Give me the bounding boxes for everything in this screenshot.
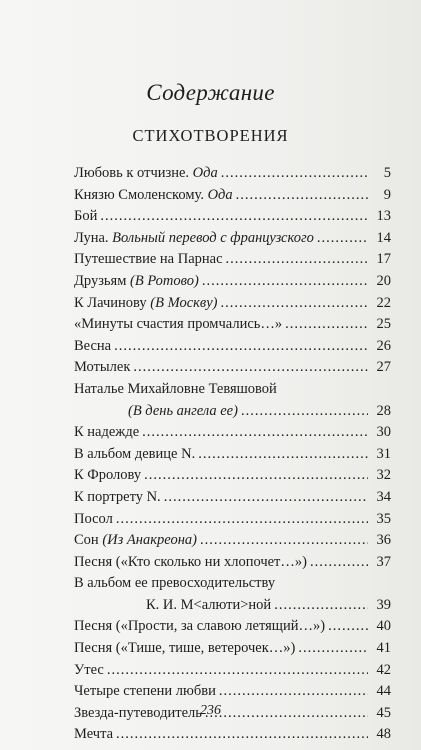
toc-entry-heading[interactable]: В альбом ее превосходительству xyxy=(74,575,276,592)
toc-entry[interactable]: К Фролову ..... 32 xyxy=(74,465,391,487)
toc-entry[interactable]: Песня («Кто сколько ни хлопочет…») ..... 37 xyxy=(74,552,391,574)
page-number: 45 xyxy=(376,704,391,721)
page-number: 31 xyxy=(376,445,391,462)
toc-entry[interactable]: Песня («Прости, за славою летящий…») ..... 40 xyxy=(74,616,391,638)
page-number: 36 xyxy=(376,532,391,549)
dot-leader xyxy=(310,552,368,574)
toc-entry[interactable]: Звезда-путеводитель ..... 45 xyxy=(74,703,391,725)
toc-entry[interactable]: Луна. Вольный перевод с французского ..... 14 xyxy=(74,228,391,250)
toc-entry[interactable]: Четыре степени любви ..... 44 xyxy=(74,681,391,703)
dot-leader xyxy=(274,595,368,617)
toc-entry[interactable]: Утес ..... 42 xyxy=(74,660,391,682)
toc-entry[interactable]: Любовь к отчизне. Ода ..... 5 xyxy=(74,163,391,185)
toc-entry[interactable]: Сон (Из Анакреона) ..... 36 xyxy=(74,530,391,552)
folio-page-number: 236 xyxy=(200,703,221,718)
page-number: 9 xyxy=(383,186,391,203)
page-number: 44 xyxy=(376,683,391,700)
page-number: 26 xyxy=(376,337,391,354)
dot-leader xyxy=(202,271,368,293)
dot-leader xyxy=(317,228,368,250)
toc-entry[interactable]: Весна ..... 26 xyxy=(74,336,391,358)
page-number: 35 xyxy=(376,510,391,527)
toc-entry[interactable]: В альбом девице N. ..... 31 xyxy=(74,444,391,466)
page-number: 32 xyxy=(376,467,391,484)
toc-entry[interactable]: К надежде ..... 30 xyxy=(74,422,391,444)
toc-entry[interactable]: Путешествие на Парнас ..... 17 xyxy=(74,249,391,271)
page-number: 39 xyxy=(376,596,391,613)
toc-entry[interactable]: Мечта ..... 48 xyxy=(74,724,391,746)
page-number: 37 xyxy=(376,553,391,570)
dot-leader xyxy=(198,444,368,466)
dot-leader xyxy=(226,249,368,271)
dot-leader xyxy=(144,465,368,487)
dot-leader xyxy=(236,185,368,207)
toc-entry[interactable]: Бой ..... 13 xyxy=(74,206,391,228)
page-number: 28 xyxy=(376,402,391,419)
page-number: 17 xyxy=(376,251,391,268)
toc-entry[interactable]: Друзьям (В Ротово) ..... 20 xyxy=(74,271,391,293)
dot-leader xyxy=(219,681,368,703)
dot-leader xyxy=(116,724,368,746)
page-number: 5 xyxy=(383,165,391,181)
dot-leader xyxy=(133,357,368,379)
dot-leader xyxy=(285,314,368,336)
page-number: 40 xyxy=(376,618,391,635)
page-title: Содержание xyxy=(146,80,275,105)
dot-leader xyxy=(116,509,368,531)
dot-leader xyxy=(200,530,368,552)
toc-entry[interactable]: Посол ..... 35 xyxy=(74,509,391,531)
toc-list xyxy=(74,163,391,746)
section-heading: СТИХОТВОРЕНИЯ xyxy=(132,126,289,145)
toc-entry[interactable]: «Минуты счастия промчались…» ..... 25 xyxy=(74,314,391,336)
page-number: 22 xyxy=(376,294,391,311)
page-number: 13 xyxy=(376,208,391,225)
page-number: 20 xyxy=(376,272,391,289)
toc-entry-continuation[interactable]: К. И. М<алюти>ной ..... 39 xyxy=(74,595,391,617)
page-number: 30 xyxy=(376,424,391,441)
page-number: 42 xyxy=(376,661,391,678)
page-number: 14 xyxy=(376,229,391,246)
page-number: 34 xyxy=(376,488,391,505)
dot-leader xyxy=(114,336,368,358)
dot-leader xyxy=(107,660,368,682)
page-number: 27 xyxy=(376,359,391,376)
dot-leader xyxy=(221,163,368,185)
dot-leader xyxy=(164,487,368,509)
toc-entry-heading[interactable]: Наталье Михайловне Тевяшовой xyxy=(74,380,277,397)
page-number: 25 xyxy=(376,316,391,333)
toc-entry[interactable]: Песня («Тише, тише, ветерочек…») ..... 41 xyxy=(74,638,391,660)
dot-leader xyxy=(328,616,368,638)
toc-entry[interactable]: Князю Смоленскому. Ода ..... 9 xyxy=(74,185,391,207)
dot-leader xyxy=(298,638,368,660)
toc-entry[interactable]: Мотылек ..... 27 xyxy=(74,357,391,379)
dot-leader xyxy=(100,206,368,228)
page-number: 41 xyxy=(376,640,391,657)
toc-entry-continuation[interactable]: (В день ангела ее) ..... 28 xyxy=(74,401,391,423)
dot-leader xyxy=(221,293,369,315)
toc-entry[interactable]: К портрету N. ..... 34 xyxy=(74,487,391,509)
dot-leader xyxy=(241,401,368,423)
dot-leader xyxy=(142,422,368,444)
page-number: 48 xyxy=(376,726,391,743)
toc-entry[interactable]: К Лачинову (В Москву) ..... 22 xyxy=(74,293,391,315)
